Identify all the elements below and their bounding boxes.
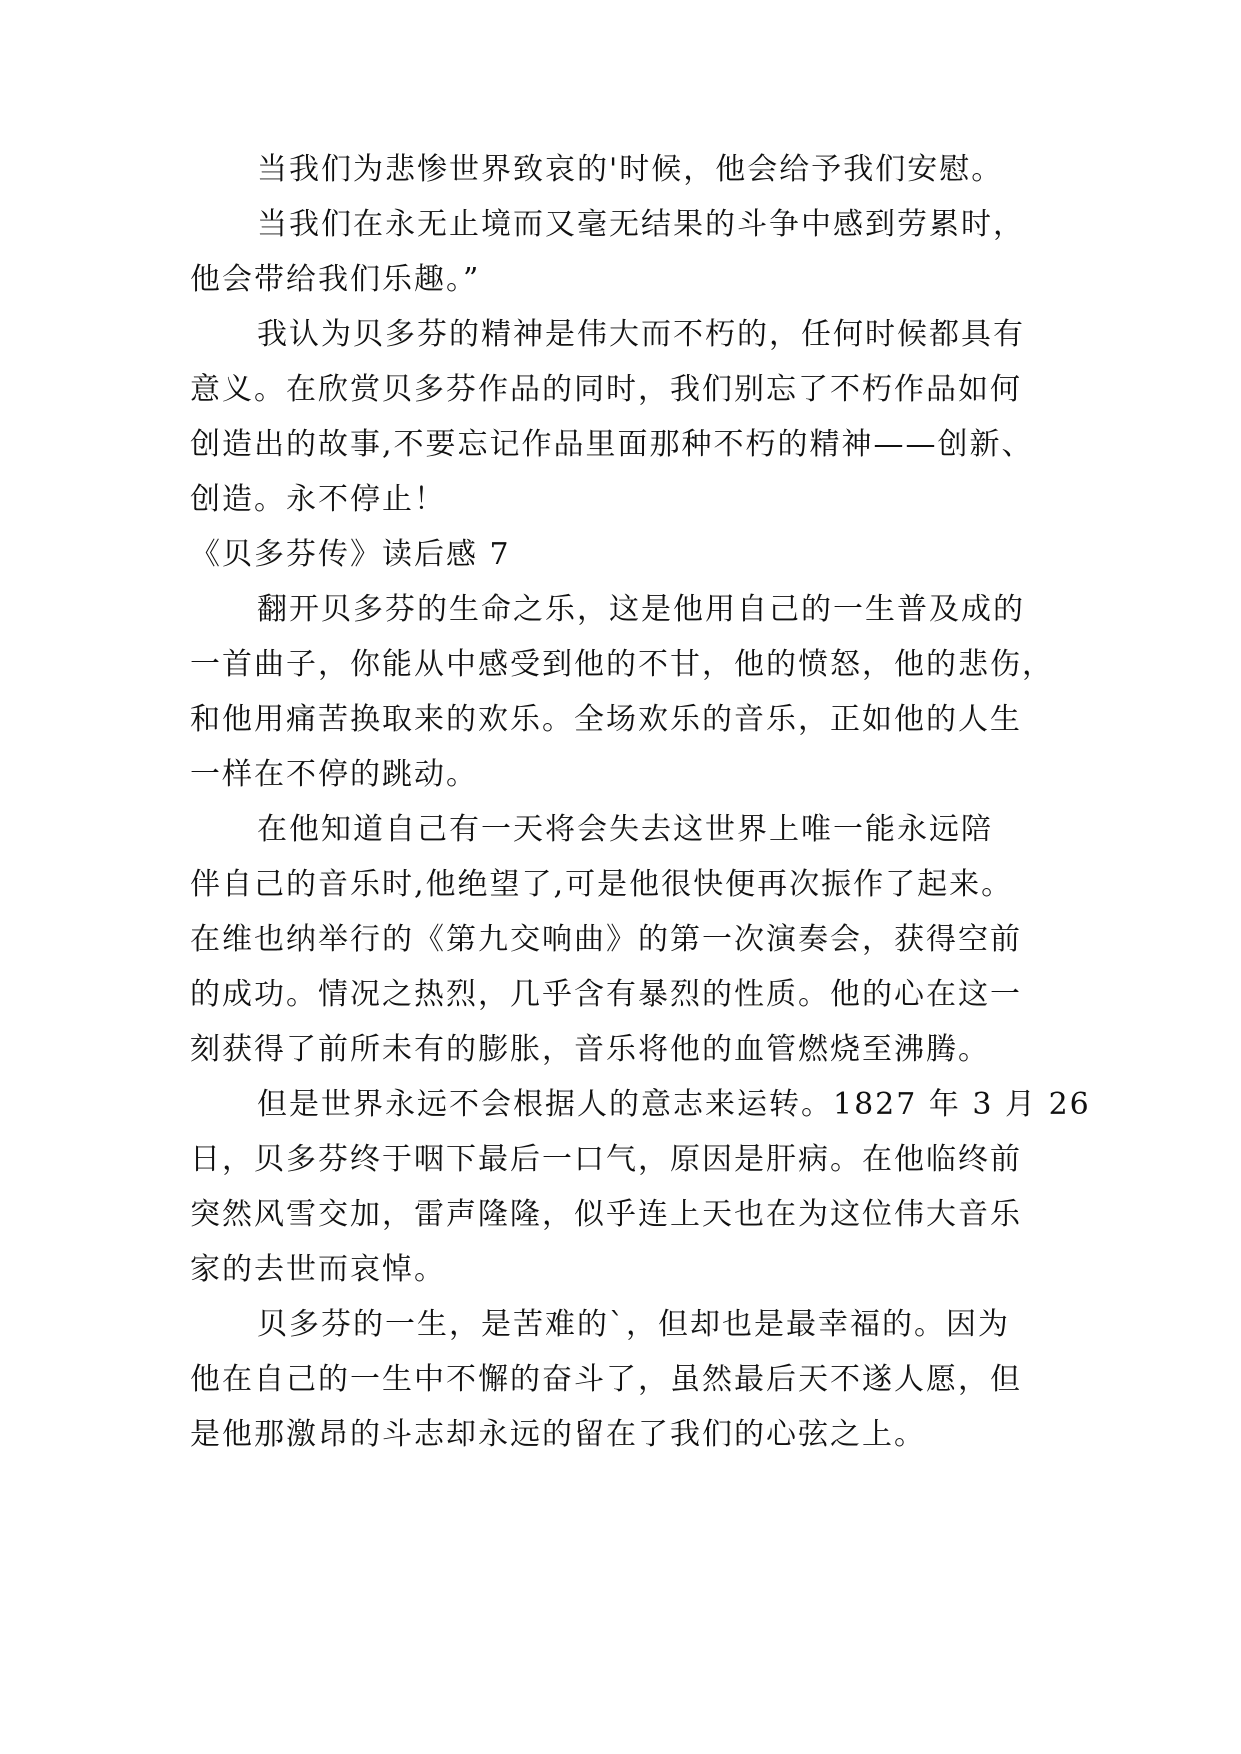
text-line: 他在自己的一生中不懈的奋斗了，虽然最后天不遂人愿，但 [190, 1362, 1022, 1397]
text-line: 在他知道自己有一天将会失去这世界上唯一能永远陪 [257, 812, 993, 847]
text-line: 意义。在欣赏贝多芬作品的同时，我们别忘了不朽作品如何 [190, 372, 1022, 407]
text-line: 创造出的故事,不要忘记作品里面那种不朽的精神——创新、 [190, 427, 1034, 462]
text-line: 突然风雪交加，雷声隆隆，似乎连上天也在为这位伟大音乐 [190, 1197, 1022, 1232]
text-line: 创造。永不停止！ [190, 482, 446, 517]
text-line: 我认为贝多芬的精神是伟大而不朽的，任何时候都具有 [257, 317, 1025, 352]
text-line: 当我们为悲惨世界致哀的'时候，他会给予我们安慰。 [257, 152, 1004, 187]
text-line: 贝多芬的一生，是苦难的`，但却也是最幸福的。因为 [257, 1307, 1010, 1342]
text-line: 是他那激昂的斗志却永远的留在了我们的心弦之上。 [190, 1417, 926, 1452]
text-line: 家的去世而哀悼。 [190, 1252, 446, 1287]
text-line: 翻开贝多芬的生命之乐，这是他用自己的一生普及成的 [257, 592, 1025, 627]
text-line: 但是世界永远不会根据人的意志来运转。1827 年 3 月 26 [257, 1087, 1091, 1122]
text-line: 的成功。情况之热烈，几乎含有暴烈的性质。他的心在这一 [190, 977, 1022, 1012]
text-line: 和他用痛苦换取来的欢乐。全场欢乐的音乐，正如他的人生 [190, 702, 1022, 737]
text-line: 一样在不停的跳动。 [190, 757, 478, 792]
text-line: 伴自己的音乐时,他绝望了,可是他很快便再次振作了起来。 [190, 867, 1014, 902]
text-line: 在维也纳举行的《第九交响曲》的第一次演奏会，获得空前 [190, 922, 1022, 957]
text-line: 一首曲子，你能从中感受到他的不甘，他的愤怒，他的悲伤， [190, 647, 1054, 682]
section-heading: 《贝多芬传》读后感 7 [190, 537, 511, 572]
text-line: 日，贝多芬终于咽下最后一口气，原因是肝病。在他临终前 [190, 1142, 1022, 1177]
text-line: 他会带给我们乐趣。” [190, 262, 481, 297]
text-line: 当我们在永无止境而又毫无结果的斗争中感到劳累时， [257, 207, 1025, 242]
text-line: 刻获得了前所未有的膨胀，音乐将他的血管燃烧至沸腾。 [190, 1032, 990, 1067]
